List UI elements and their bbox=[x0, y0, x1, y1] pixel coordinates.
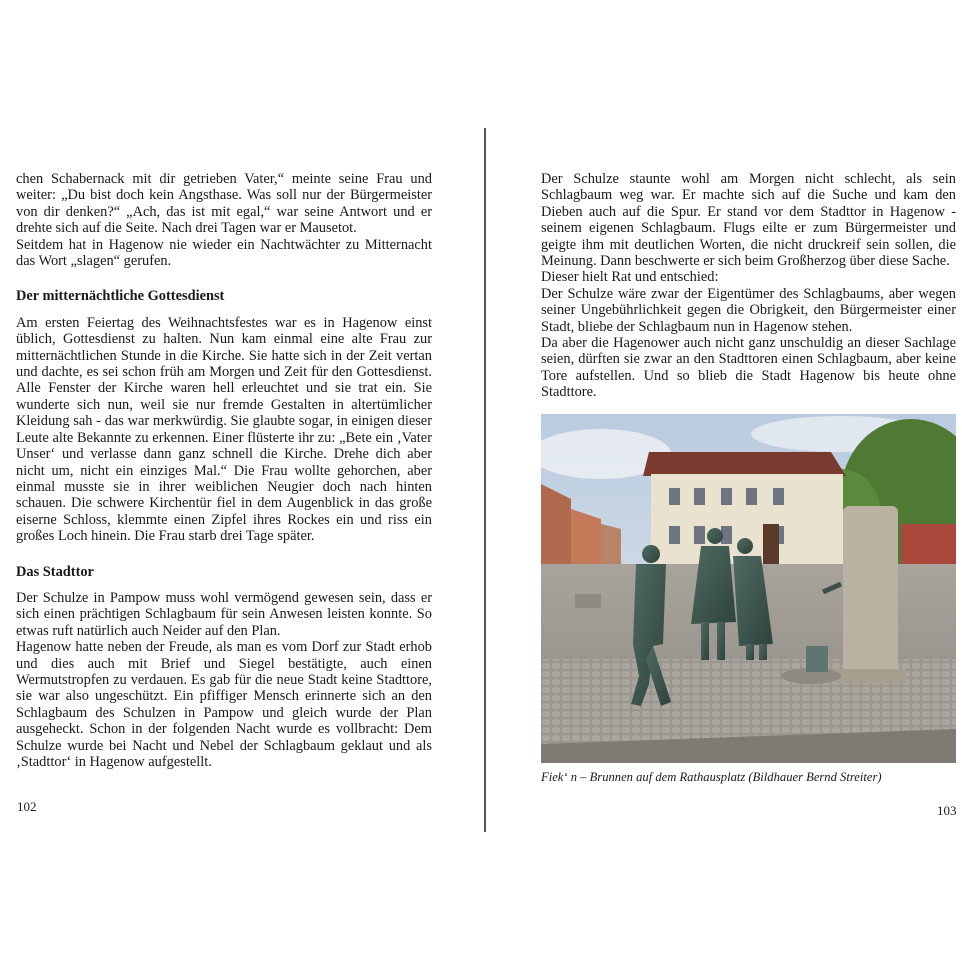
right-text-block bbox=[541, 171, 956, 401]
left-text-block bbox=[16, 171, 432, 770]
paragraph: Seitdem hat in Hagenow nie wieder ein Nachtwächter zu Mitternacht das Wort „slagen“ gerufen. bbox=[16, 236, 432, 270]
section-heading-stadttor: Das Stadttor bbox=[16, 563, 94, 580]
paragraph: Der Schulze wäre zwar der Eigentümer des Schlagbaums, aber wegen seiner Ungebührlichkeit gegen die Obrigkeit, den Bürgermeister einer Stadt, bliebe der Schlagbaum nun in Hagenow stehen. bbox=[541, 285, 956, 335]
section-heading-gottesdienst: Der mitternächtliche Gottesdienst bbox=[16, 288, 225, 305]
paragraph: Am ersten Feiertag des Weihnachtsfestes war es in Hagenow einst üblich, Gottesdienst zu halten. Nun kam einmal eine alte Frau zur mitternächtlichen Stunde in die Kirche. Sie hatte sich in der Zeit vertan und dachte, es sei schon früh am Morgen und Zeit für den Gottesdienst. Alle Fenster der Kirche waren hell erleuchtet und sie trat ein. Sie wunderte sich nun, weil sie nur fremde Gestalten in altertümlicher Kleidung sah - das war merkwürdig. Sie glaubte sogar, in einigen dieser Leute alte Bekannte zu erkennen. Einer flüsterte ihr zu: „Bete ein ‚Vater Unser‘ und verlasse dann ganz schnell die Kirche. Drehe dich aber nicht um, nicht ein einziges Mal.“ Die Frau wollte gehorchen, aber einmal musste sie in ihrer weiblichen Neugier doch nach hinten schauen. Die schwere Kirchentür fiel in dem Augenblick in das große eiserne Schloss, klemmte einen Zipfel ihres Rockes ein und riss ein großes Loch hinein. Die Frau starb drei Tage später. bbox=[16, 314, 432, 545]
paragraph: Dieser hielt Rat und entschied: bbox=[541, 269, 719, 286]
paragraph: Der Schulze in Pampow muss wohl vermögend gewesen sein, dass er sich einen prächtigen Schlagbaum für sein Anwesen leisten konnte. So etwas ruft natürlich auch Neider auf den Plan. bbox=[16, 589, 432, 639]
page-number-right: 103 bbox=[937, 803, 957, 818]
paragraph: Der Schulze staunte wohl am Morgen nicht schlecht, als sein Schlagbaum weg war. Er machte sich auf die Suche und kam den Dieben auch auf die Spur. Er stand vor dem Stadttor in Hagenow - seinem eigenen Schlagbaum. Flugs eilte er zum Bürgermeister und geigte ihm mit deutlichen Worten, die nicht druckreif sein sollen, die Meinung. Dann beschwerte er sich beim Großherzog über diese Sache. bbox=[541, 171, 956, 270]
paragraph: Da aber die Hagenower auch nicht ganz unschuldig an dieser Sachlage seien, dürften sie zwar an den Stadttoren einen Schlagbaum, aber keine Tore aufstellen. Und so blieb die Stadt Hagenow bis heute ohne Stadttore. bbox=[541, 335, 956, 401]
photo-caption: Fiek‘ n – Brunnen auf dem Rathausplatz (Bildhauer Bernd Streiter) bbox=[541, 770, 882, 784]
paragraph: chen Schabernack mit dir getrieben Vater,“ meinte seine Frau und weiter: „Du bist doch kein Angsthase. Was soll nur der Bürgermeister von dir denken?“ „Ach, das ist mit egal,“ war seine Antwort und er drehte sich auf die Seite. Nach drei Tagen war er Mausetot. bbox=[16, 171, 432, 237]
paragraph: Hagenow hatte neben der Freude, als man es vom Dorf zur Stadt erhob und dies auch mit Brief und Siegel bestätigte, auch einen Wermutstropfen zu verdauen. Es gab für die neue Stadt keine Stadttore, sie war also ungeschützt. Ein pfiffiger Mensch erinnerte sich an den Schlagbaum des Schulzen in Pampow und gleich wurde der Plan ausgeheckt. Schon in der folgenden Nacht wurde es vollbracht: Dem Schulze wurde bei Nacht und Nebel der Schlagbaum geklaut und als ‚Stadttor‘ in Hagenow aufgestellt. bbox=[16, 639, 432, 770]
fountain-photo bbox=[541, 414, 956, 763]
page-number-left: 102 bbox=[17, 799, 37, 814]
